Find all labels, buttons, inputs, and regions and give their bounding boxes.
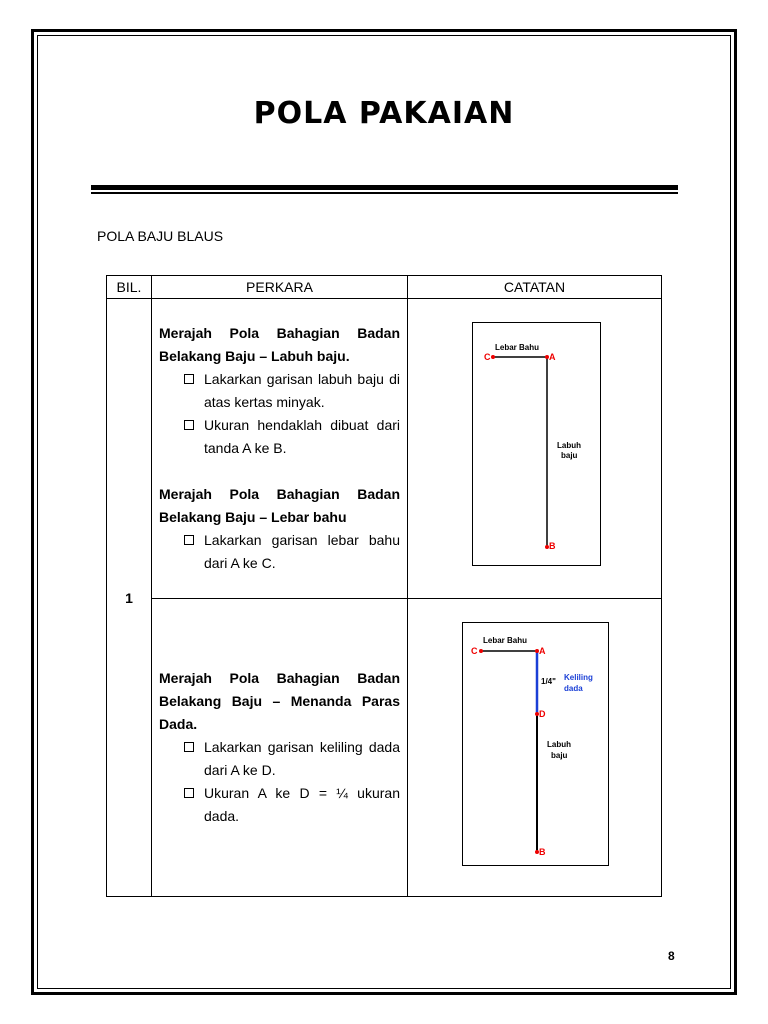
table-row: [107, 299, 662, 599]
catatan-cell: [408, 299, 662, 599]
list-item: [182, 368, 400, 414]
label-baju: baju: [561, 451, 578, 460]
step-heading: Merajah Pola Bahagian Badan Belakang Baju – Labuh baju.: [159, 325, 400, 364]
checkbox-bullet-icon: [184, 742, 194, 752]
point-d-label: D: [539, 709, 546, 719]
table-header-row: [107, 276, 662, 299]
header-bil: BIL.: [107, 276, 152, 299]
list-item: [182, 414, 400, 460]
title-rule-thick: [91, 185, 678, 190]
label-lebar-bahu: Lebar Bahu: [483, 636, 528, 645]
header-catatan: CATATAN: [408, 276, 662, 299]
checkbox-bullet-icon: [184, 788, 194, 798]
header-perkara: PERKARA: [152, 276, 408, 299]
label-quarter: 1/4": [541, 677, 556, 686]
table-row: [107, 599, 662, 897]
row-number: 1: [107, 299, 152, 897]
list-item-text: Ukuran hendaklah dibuat dari tanda A ke B.: [204, 417, 400, 456]
point-c-dot: [491, 355, 495, 359]
list-item-text: Ukuran A ke D = ¼ ukuran dada.: [204, 785, 400, 824]
point-a-label: A: [549, 352, 556, 362]
step-list: [159, 368, 400, 460]
point-c-label: C: [484, 352, 491, 362]
checkbox-bullet-icon: [184, 535, 194, 545]
perkara-cell: [152, 599, 408, 897]
step-list: [159, 736, 400, 828]
label-baju: baju: [551, 751, 568, 760]
checkbox-bullet-icon: [184, 374, 194, 384]
point-b-label: B: [549, 541, 556, 551]
point-c-dot: [479, 649, 483, 653]
label-lebar-bahu: Lebar Bahu: [495, 343, 540, 352]
list-item: [182, 782, 400, 828]
list-item-text: Lakarkan garisan keliling dada dari A ke D.: [204, 739, 400, 778]
section-subtitle: POLA BAJU BLAUS: [97, 228, 224, 244]
step-heading: Merajah Pola Bahagian Badan Belakang Baju – Lebar bahu: [159, 486, 400, 525]
point-c-label: C: [471, 646, 478, 656]
step-heading: Merajah Pola Bahagian Badan Belakang Baju – Menanda Paras Dada.: [159, 670, 400, 732]
perkara-cell: [152, 299, 408, 599]
label-labuh: Labuh: [557, 441, 581, 450]
label-labuh: Labuh: [547, 740, 571, 749]
diagram-lebar-bahu: [472, 322, 601, 566]
point-a-label: A: [539, 646, 546, 656]
label-dada: dada: [564, 684, 583, 693]
list-item-text: Lakarkan garisan lebar bahu dari A ke C.: [204, 532, 400, 571]
catatan-cell: [408, 599, 662, 897]
pattern-lines: [463, 623, 608, 865]
diagram-paras-dada: [462, 622, 609, 866]
point-b-label: B: [539, 847, 546, 857]
title-rule-thin: [91, 192, 678, 194]
list-item-text: Lakarkan garisan labuh baju di atas kertas minyak.: [204, 371, 400, 410]
list-item: [182, 736, 400, 782]
label-keliling: Keliling: [564, 673, 593, 682]
checkbox-bullet-icon: [184, 420, 194, 430]
page-title: POLA PAKAIAN: [253, 96, 515, 131]
page-number: 8: [668, 949, 675, 963]
pattern-table: [106, 275, 662, 897]
step-list: [159, 529, 400, 575]
list-item: [182, 529, 400, 575]
